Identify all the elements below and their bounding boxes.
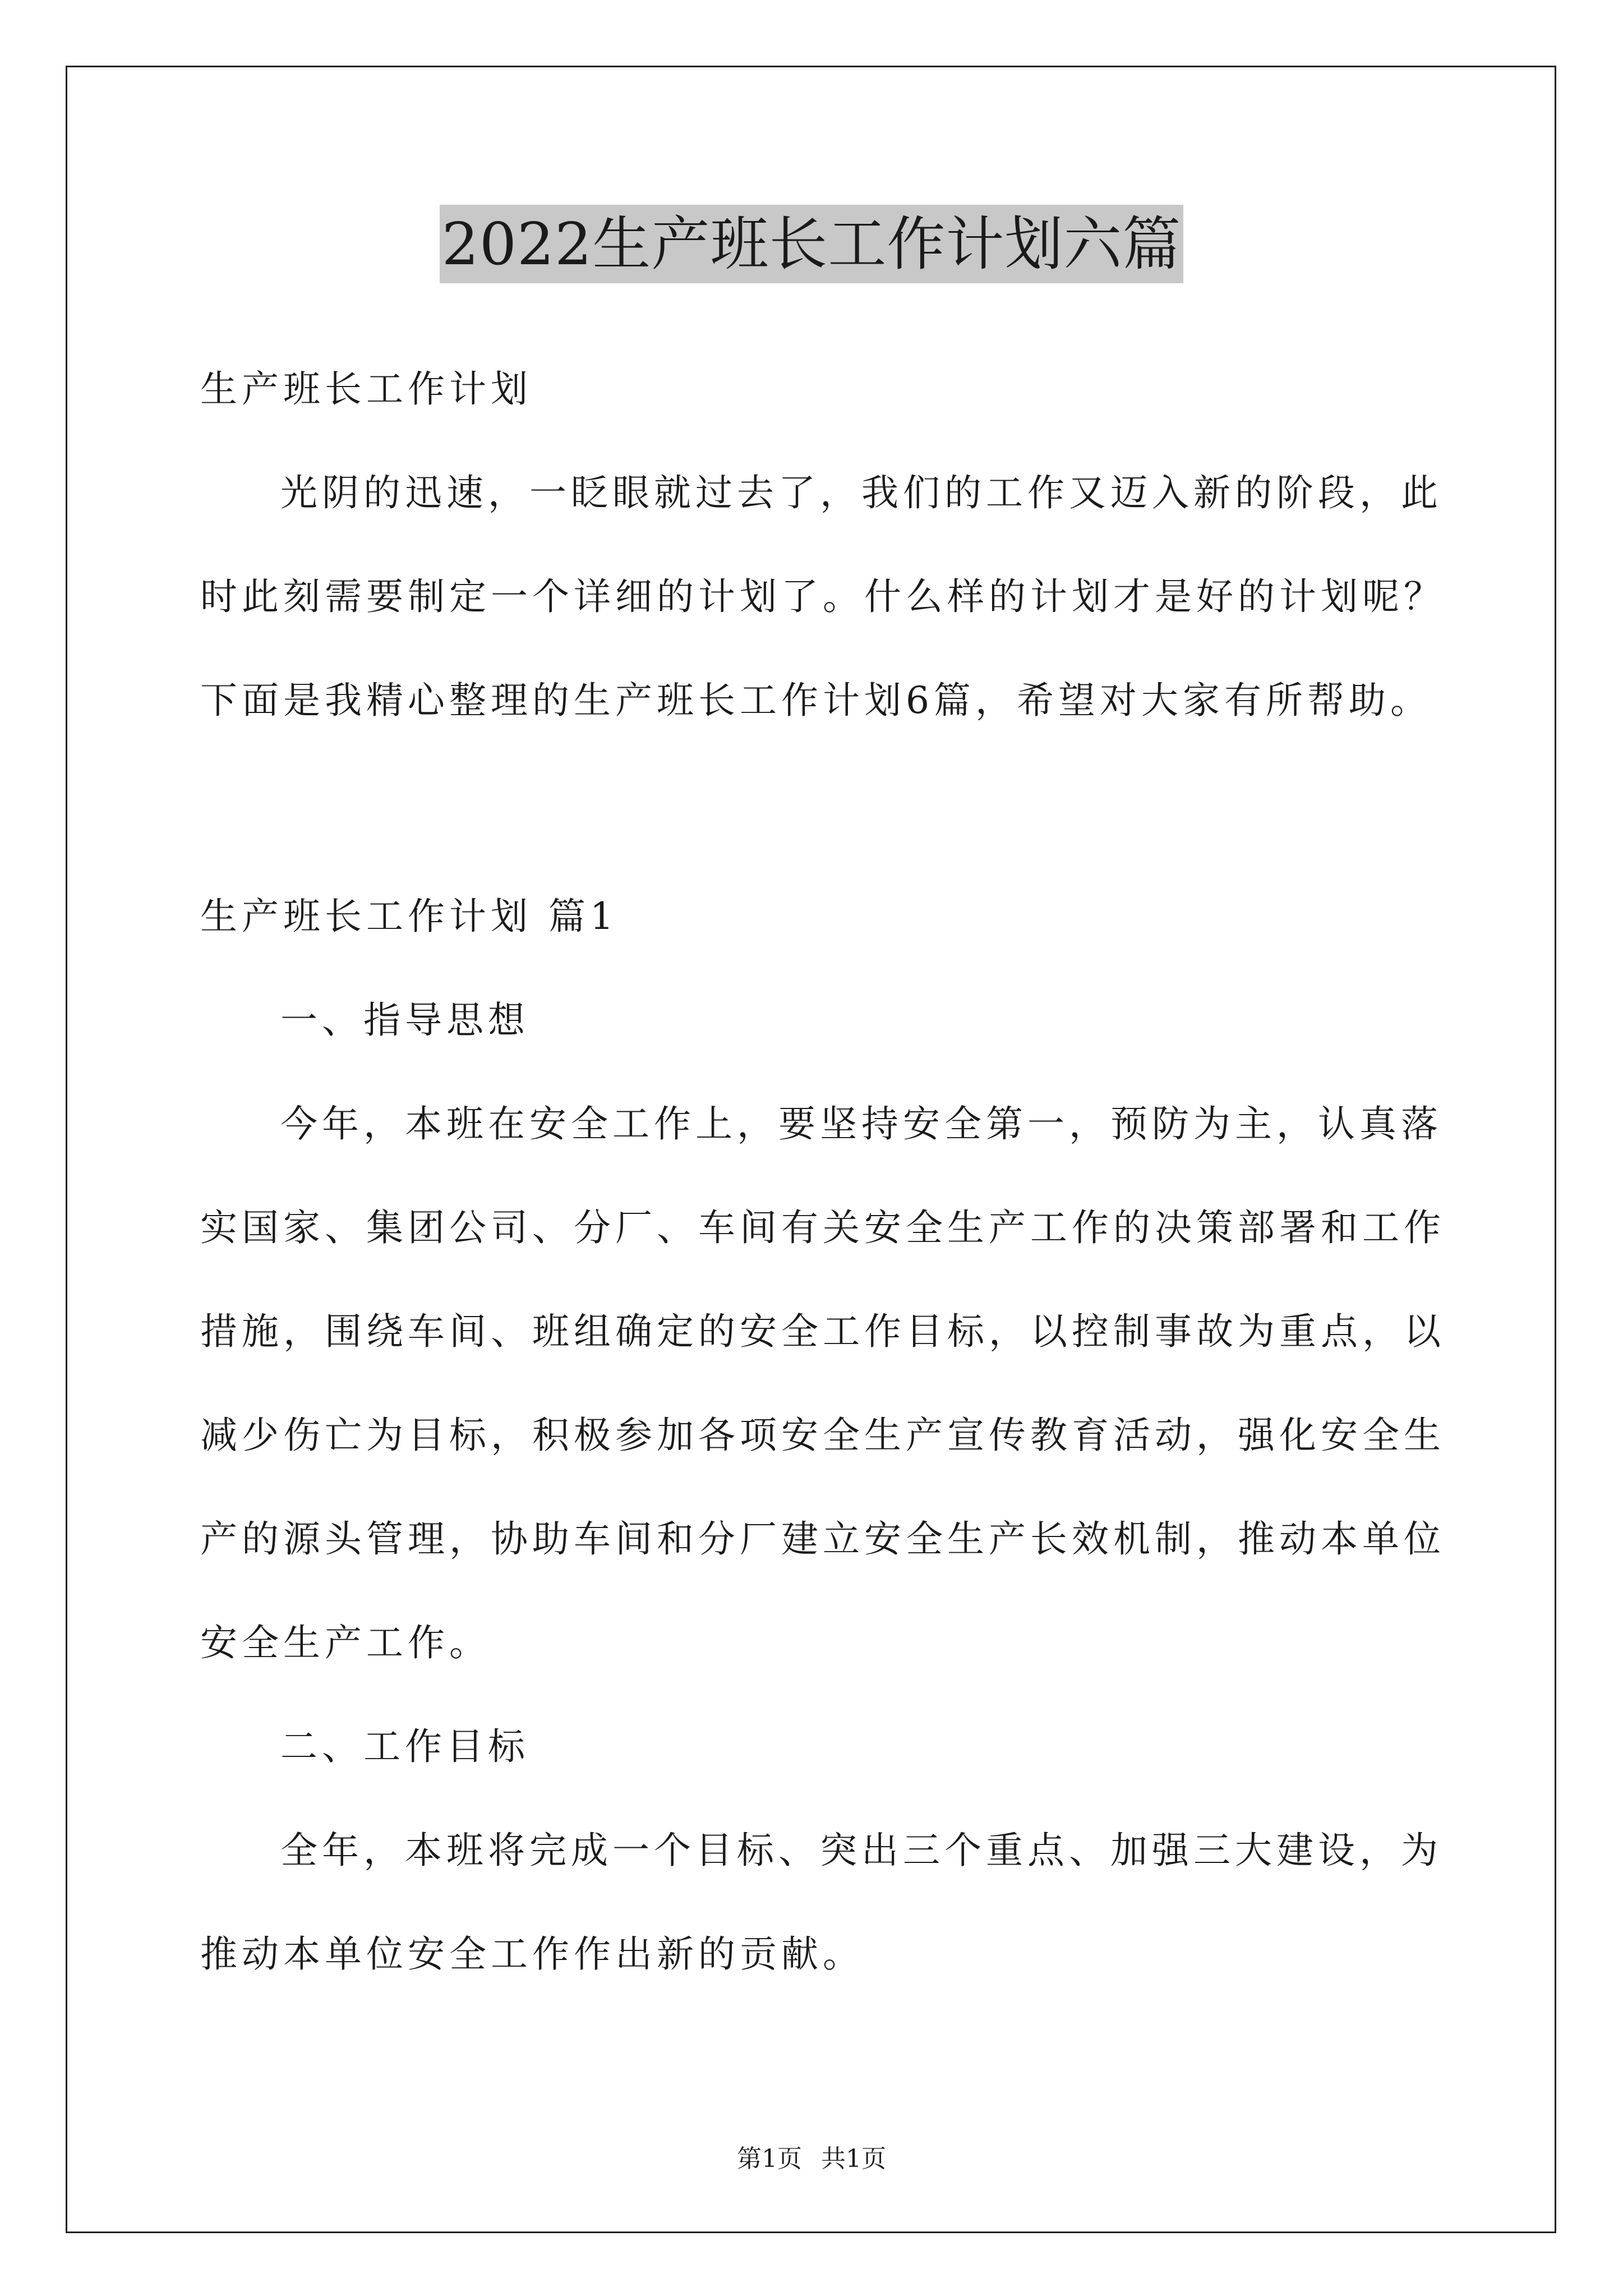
- intro-line: 光阴的迅速，一眨眼就过去了，我们的工作又迈入新的阶段，此: [280, 471, 1442, 514]
- page-footer: [0, 2138, 1623, 2174]
- document-title: 2022生产班长工作计划六篇: [440, 205, 1184, 283]
- part2-line: 全年，本班将完成一个目标、突出三个重点、加强三大建设，为: [280, 1829, 1442, 1872]
- subtitle: 生产班长工作计划: [200, 367, 532, 411]
- part1-line: 今年，本班在安全工作上，要坚持安全第一，预防为主，认真落: [280, 1102, 1442, 1145]
- part1-line: 实国家、集团公司、分厂、车间有关安全生产工作的决策部署和工作: [200, 1206, 1445, 1249]
- part1-line: 产的源头管理，协助车间和分厂建立安全生产长效机制，推动本单位: [200, 1517, 1445, 1561]
- part1-line: 措施，围绕车间、班组确定的安全工作目标，以控制事故为重点，以: [200, 1310, 1445, 1353]
- part1-line: 安全生产工作。: [200, 1621, 491, 1664]
- part1-heading: 一、指导思想: [280, 999, 529, 1042]
- intro-line: 时此刻需要制定一个详细的计划了。什么样的计划才是好的计划呢？: [200, 575, 1445, 618]
- page-total: 共1页: [821, 2145, 886, 2173]
- section-heading: 生产班长工作计划 篇1: [200, 895, 618, 938]
- part1-line: 减少伤亡为目标，积极参加各项安全生产宣传教育活动，强化安全生: [200, 1414, 1445, 1457]
- page-current: 第1页: [737, 2145, 802, 2173]
- intro-line: 下面是我精心整理的生产班长工作计划6篇，希望对大家有所帮助。: [200, 679, 1432, 722]
- part2-heading: 二、工作目标: [280, 1725, 529, 1768]
- part2-line: 推动本单位安全工作作出新的贡献。: [200, 1932, 864, 1976]
- title-container: [0, 205, 1623, 283]
